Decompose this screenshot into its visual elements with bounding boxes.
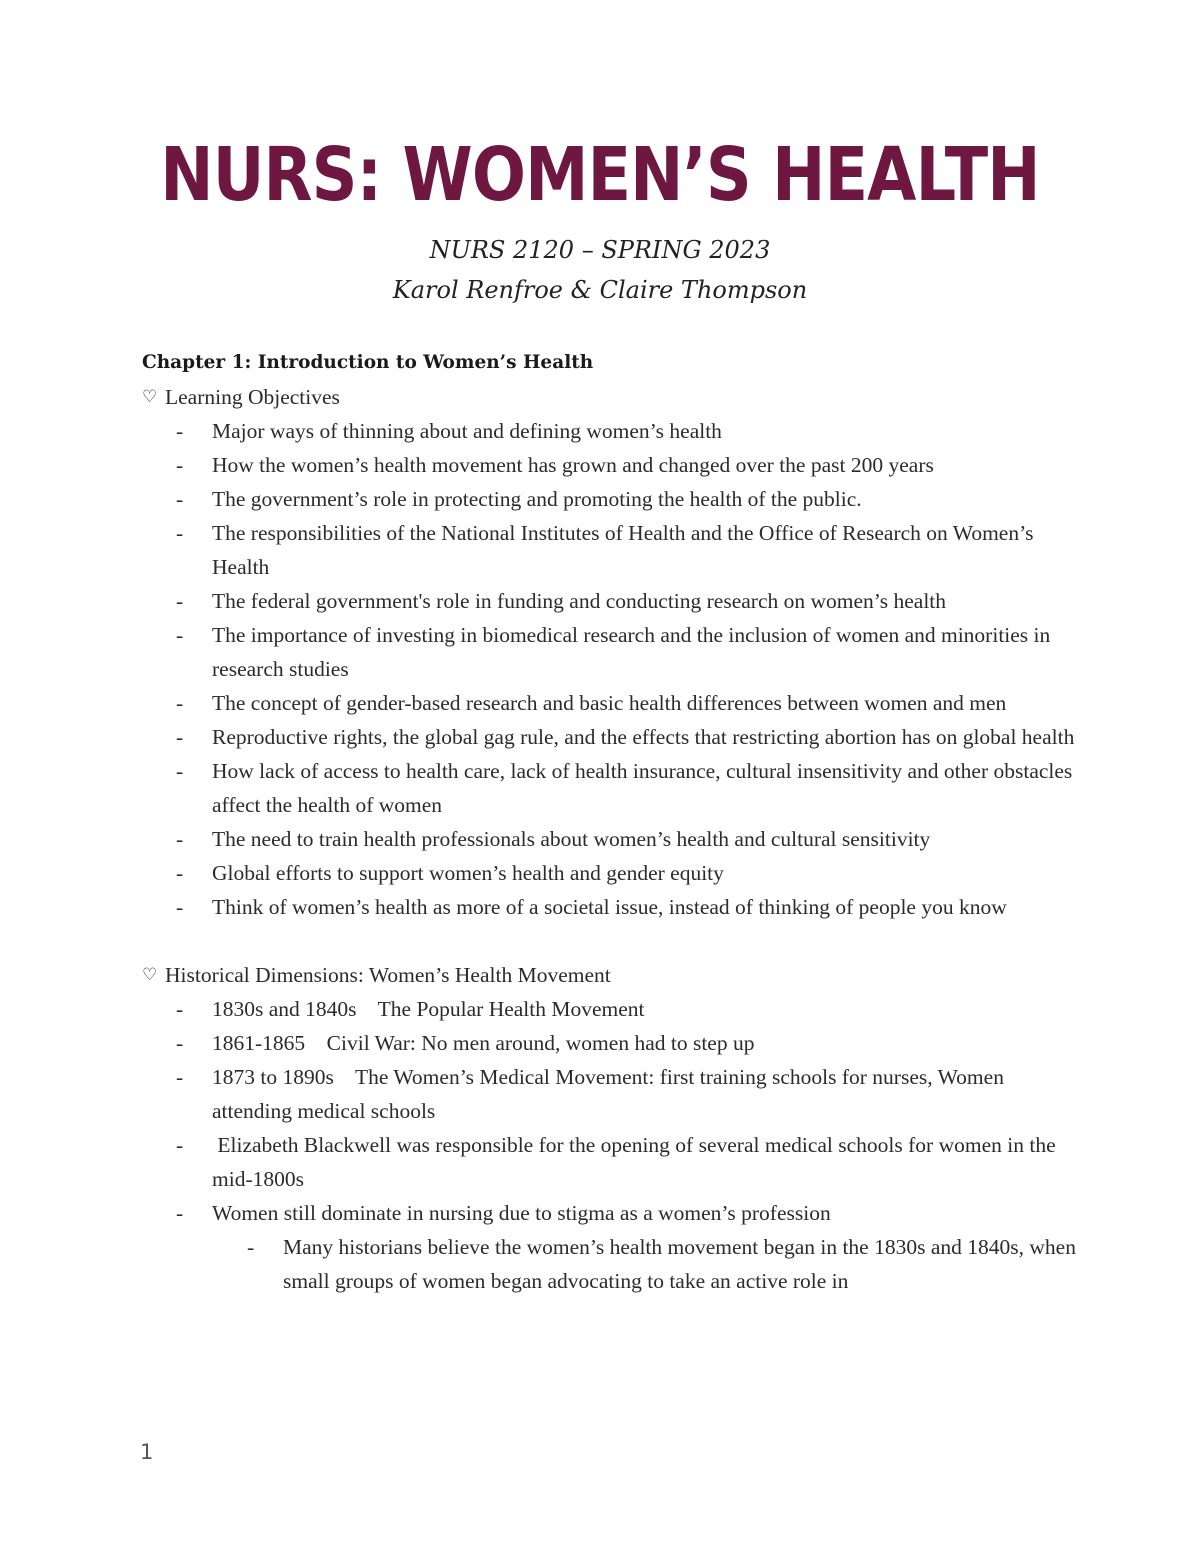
section-spacer xyxy=(142,924,1082,958)
section-heading-label: Historical Dimensions: Women’s Health Movement xyxy=(165,963,611,987)
list-item: - 1830s and 1840s The Popular Health Movement xyxy=(142,992,1082,1026)
list-item: - The need to train health professionals about women’s health and cultural sensitivity xyxy=(142,822,1082,856)
list-item: - Global efforts to support women’s health and gender equity xyxy=(142,856,1082,890)
list-item: - How lack of access to health care, lack of health insurance, cultural insensitivity and other obstacles affect the health of women xyxy=(142,754,1082,822)
list-item: - 1861-1865 Civil War: No men around, women had to step up xyxy=(142,1026,1082,1060)
list-item: - Elizabeth Blackwell was responsible for the opening of several medical schools for women in the mid-1800s xyxy=(142,1128,1082,1196)
document-title: NURS: WOMEN’S HEALTH xyxy=(160,132,1040,218)
history-list xyxy=(142,992,1082,1230)
list-item: - Women still dominate in nursing due to stigma as a women’s profession xyxy=(142,1196,1082,1230)
list-item: - How the women’s health movement has grown and changed over the past 200 years xyxy=(142,448,1082,482)
list-item: - The importance of investing in biomedical research and the inclusion of women and minorities in research studies xyxy=(142,618,1082,686)
list-item: - 1873 to 1890s The Women’s Medical Movement: first training schools for nurses, Women attending medical schools xyxy=(142,1060,1082,1128)
heart-outline-icon: ♡ xyxy=(142,965,158,984)
section-heading-label: Learning Objectives xyxy=(165,385,340,409)
list-item: - The concept of gender-based research and basic health differences between women and men xyxy=(142,686,1082,720)
instructors-subtitle: Karol Renfroe & Claire Thompson xyxy=(392,276,808,304)
list-item: - Think of women’s health as more of a societal issue, instead of thinking of people you know xyxy=(142,890,1082,924)
course-subtitle: NURS 2120 – SPRING 2023 xyxy=(429,236,771,264)
document-body xyxy=(142,348,1082,1298)
list-item: - Major ways of thinning about and defining women’s health xyxy=(142,414,1082,448)
objectives-list xyxy=(142,414,1082,924)
section-heading-objectives xyxy=(142,380,1082,414)
list-item: - The federal government's role in funding and conducting research on women’s health xyxy=(142,584,1082,618)
chapter-heading: Chapter 1: Introduction to Women’s Health xyxy=(142,352,594,373)
list-item: - Reproductive rights, the global gag rule, and the effects that restricting abortion has on global health xyxy=(142,720,1082,754)
heart-outline-icon: ♡ xyxy=(142,387,158,406)
list-item: - Many historians believe the women’s health movement began in the 1830s and 1840s, when small groups of women began advocating to take an active role in xyxy=(142,1230,1082,1298)
page-number: 1 xyxy=(140,1440,154,1464)
section-heading-history xyxy=(142,958,1082,992)
list-item: - The government’s role in protecting and promoting the health of the public. xyxy=(142,482,1082,516)
list-item: - The responsibilities of the National Institutes of Health and the Office of Research on Women’s Health xyxy=(142,516,1082,584)
history-sublist xyxy=(142,1230,1082,1298)
